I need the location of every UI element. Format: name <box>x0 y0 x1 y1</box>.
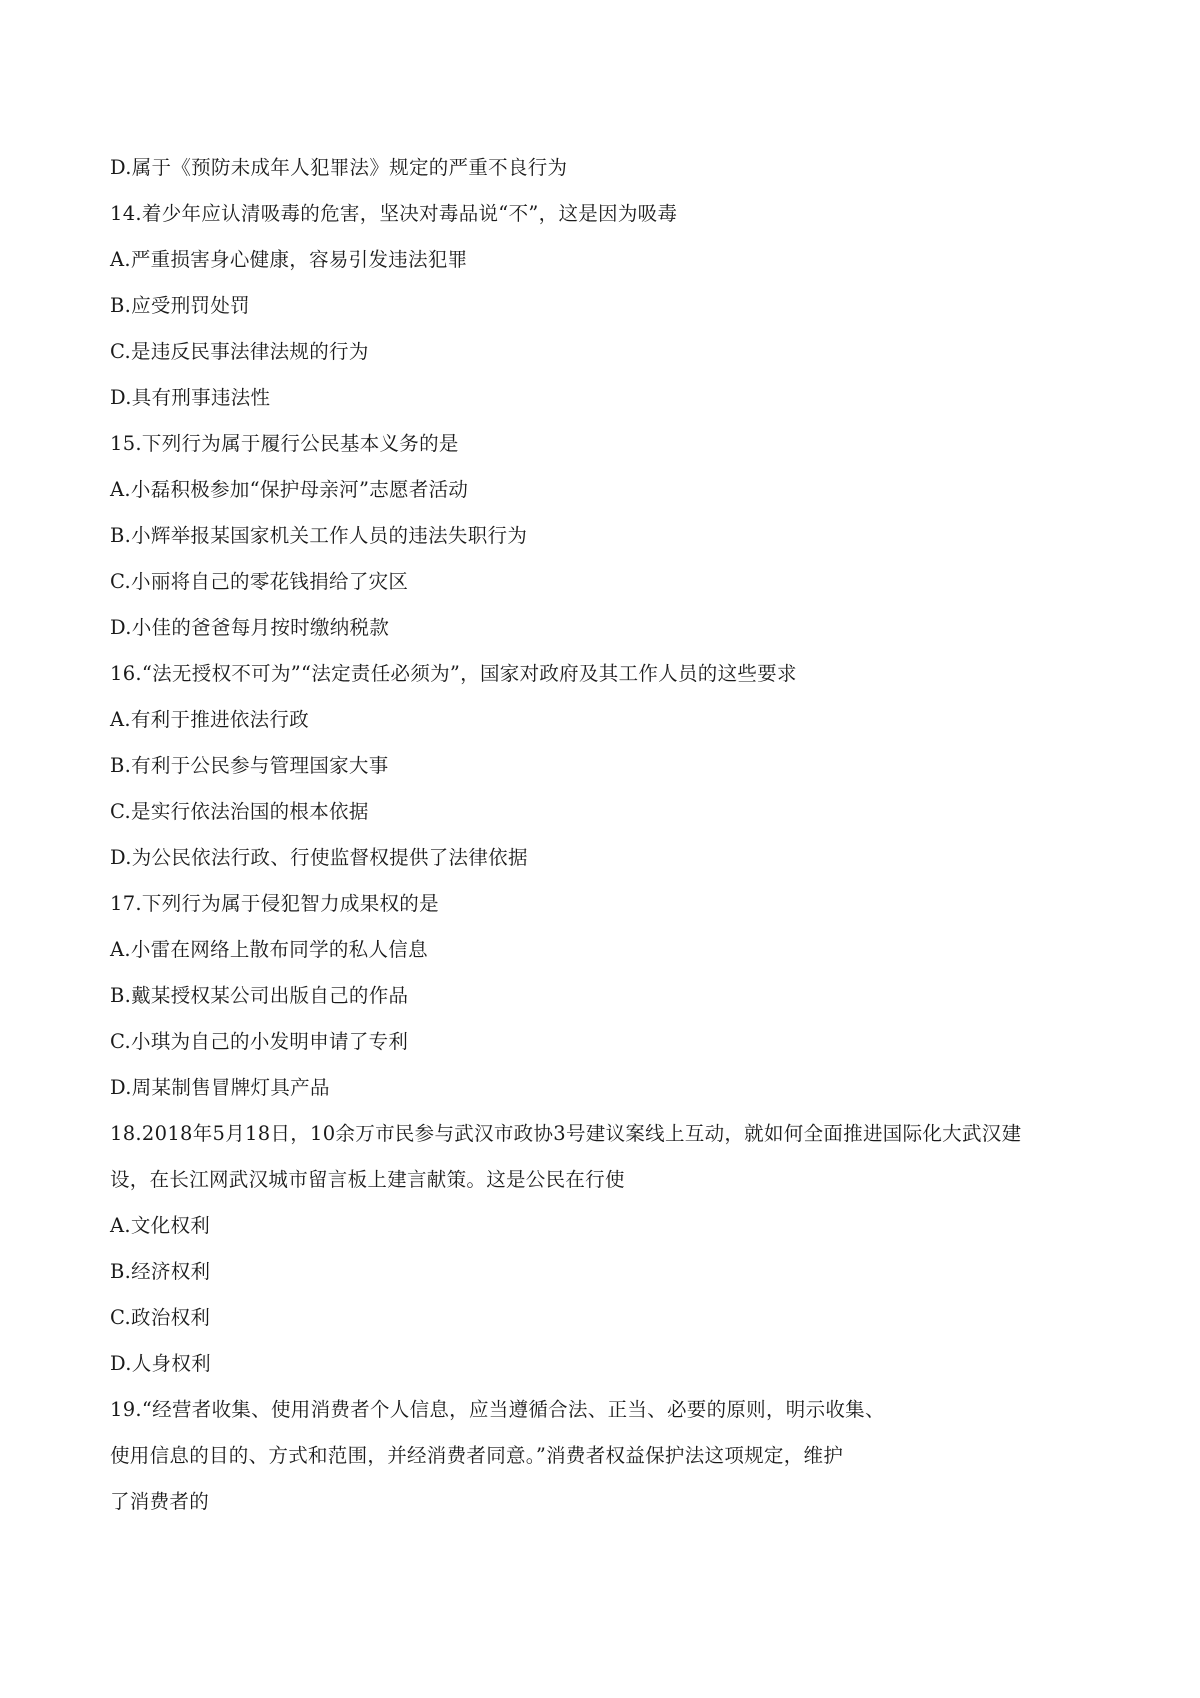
q17-stem: 17.下列行为属于侵犯智力成果权的是 <box>110 892 439 915</box>
q14-option-c: C.是违反民事法律法规的行为 <box>110 340 369 363</box>
q19-stem-line2: 使用信息的目的、方式和范围，并经消费者同意。”消费者权益保护法这项规定，维护 <box>110 1444 844 1467</box>
q18-option-d: D.人身权利 <box>110 1352 211 1375</box>
q14-stem: 14.着少年应认清吸毒的危害，坚决对毒品说“不”，这是因为吸毒 <box>110 202 678 225</box>
q18-option-c: C.政治权利 <box>110 1306 211 1329</box>
q17-option-c: C.小琪为自己的小发明申请了专利 <box>110 1030 409 1053</box>
q18-option-a: A.文化权利 <box>110 1214 211 1237</box>
q16-option-a: A.有利于推进依法行政 <box>110 708 310 731</box>
q17-option-b: B.戴某授权某公司出版自己的作品 <box>110 984 409 1007</box>
q14-option-d: D.具有刑事违法性 <box>110 386 271 409</box>
q16-option-d: D.为公民依法行政、行使监督权提供了法律依据 <box>110 846 528 869</box>
q19-stem-line3: 了消费者的 <box>110 1490 210 1513</box>
q16-stem: 16.“法无授权不可为”“法定责任必须为”，国家对政府及其工作人员的这些要求 <box>110 662 797 685</box>
q15-option-a: A.小磊积极参加“保护母亲河”志愿者活动 <box>110 478 469 501</box>
q15-option-c: C.小丽将自己的零花钱捐给了灾区 <box>110 570 409 593</box>
q15-option-d: D.小佳的爸爸每月按时缴纳税款 <box>110 616 390 639</box>
q15-stem: 15.下列行为属于履行公民基本义务的是 <box>110 432 459 455</box>
q16-option-c: C.是实行依法治国的根本依据 <box>110 800 369 823</box>
q18-stem-line1: 18.2018年5月18日，10余万市民参与武汉市政协3号建议案线上互动，就如何全面推进国际化大武汉建 <box>110 1122 1022 1145</box>
q14-option-a: A.严重损害身心健康，容易引发违法犯罪 <box>110 248 468 271</box>
q18-option-b: B.经济权利 <box>110 1260 211 1283</box>
q14-option-b: B.应受刑罚处罚 <box>110 294 250 317</box>
q17-option-a: A.小雷在网络上散布同学的私人信息 <box>110 938 428 961</box>
q16-option-b: B.有利于公民参与管理国家大事 <box>110 754 389 777</box>
q15-option-b: B.小辉举报某国家机关工作人员的违法失职行为 <box>110 524 528 547</box>
q19-stem-line1: 19.“经营者收集、使用消费者个人信息，应当遵循合法、正当、必要的原则，明示收集、 <box>110 1398 885 1421</box>
q17-option-d: D.周某制售冒牌灯具产品 <box>110 1076 330 1099</box>
q18-stem-line2: 设，在长江网武汉城市留言板上建言献策。这是公民在行使 <box>110 1168 625 1191</box>
q13-option-d: D.属于《预防未成年人犯罪法》规定的严重不良行为 <box>110 156 568 179</box>
